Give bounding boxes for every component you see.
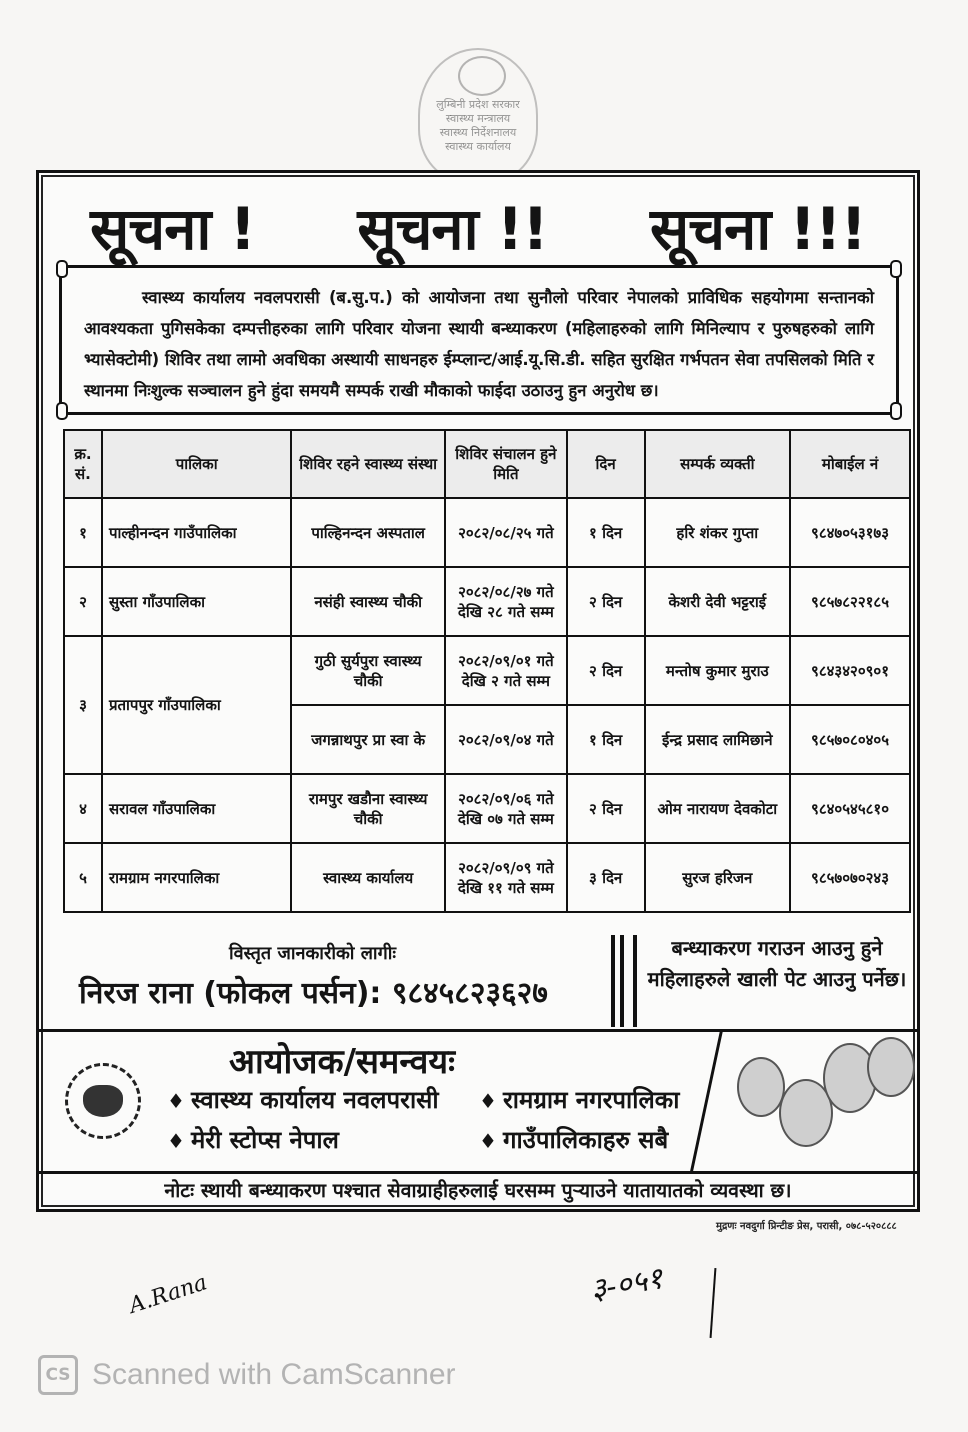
organizer-item (479, 1083, 679, 1116)
camscanner-watermark (38, 1355, 456, 1395)
stamp-emblem-icon (458, 56, 506, 96)
corner-ornament (890, 402, 902, 420)
cell-mobile: ९८४३४२०९०१ (790, 636, 910, 705)
cell-palika: रामग्राम नगरपालिका (102, 843, 291, 912)
cell-institution: गुठी सुर्यपुरा स्वास्थ्य चौकी (291, 636, 445, 705)
cell-mobile: ९८५७८२२१८५ (790, 567, 910, 636)
office-stamp (418, 48, 538, 183)
cell-contact: केशरी देवी भट्टराई (645, 567, 791, 636)
signature-right: ३-०५१ (587, 1260, 666, 1309)
cell-mobile: ९८५७०७०२४३ (790, 843, 910, 912)
cell-contact: हरि शंकर गुप्ता (645, 498, 791, 567)
corner-ornament (56, 402, 68, 420)
header-sn: क्र. सं. (64, 430, 102, 498)
camp-schedule-table (63, 429, 911, 913)
diagonal-divider (690, 1031, 723, 1171)
corner-ornament (56, 260, 68, 278)
organizer-name: मेरी स्टोप्स नेपाल (190, 1126, 339, 1154)
cell-days: १ दिन (567, 705, 645, 774)
cell-contact: सुरज हरिजन (645, 843, 791, 912)
contact-info-section (39, 925, 917, 1032)
signature-stroke (710, 1268, 717, 1338)
fasting-instruction: बन्ध्याकरण गराउन आउनु हुने महिलाहरुले खाली पेट आउनु पर्नेछ। (647, 936, 907, 991)
headline-word: सूचना ! (90, 195, 256, 263)
cell-days: १ दिन (567, 498, 645, 567)
header-mobile: मोबाईल नं (790, 430, 910, 498)
cell-palika: सरावल गाँउपालिका (102, 774, 291, 843)
headline-word: सूचना !!! (650, 195, 866, 263)
organizer-item (479, 1123, 668, 1156)
diamond-bullet-icon: ♦ (479, 1129, 497, 1153)
cell-institution: पाल्हिनन्दन अस्पताल (291, 498, 445, 567)
cell-sn: ४ (64, 774, 102, 843)
camscanner-logo-icon: CS (38, 1355, 78, 1395)
headline (39, 187, 917, 266)
watermark-text: Scanned with CamScanner (92, 1358, 456, 1391)
organizer-name: रामग्राम नगरपालिका (502, 1086, 680, 1114)
cell-palika: पाल्हीनन्दन गाउँपालिका (102, 498, 291, 567)
organizers-title: आयोजक/समन्वयः (229, 1042, 456, 1082)
organizer-item (167, 1083, 439, 1116)
table-row (64, 498, 910, 567)
stamp-line: स्वास्थ्य निर्देशनालय (439, 126, 517, 139)
cell-date: २०८२/०८/२७ गते देखि २८ गते सम्म (445, 567, 567, 636)
table-header-row (64, 430, 910, 498)
table-row (64, 567, 910, 636)
cell-date: २०८२/०९/०६ गते देखि ०७ गते सम्म (445, 774, 567, 843)
table-row (64, 843, 910, 912)
table-row (64, 774, 910, 843)
diamond-bullet-icon: ♦ (167, 1129, 185, 1153)
cell-contact: मन्तोष कुमार मुराउ (645, 636, 791, 705)
stamp-line: स्वास्थ्य कार्यालय (445, 140, 511, 153)
nepal-government-emblem-icon (65, 1063, 141, 1139)
intro-box (59, 265, 899, 415)
cell-days: ३ दिन (567, 843, 645, 912)
cell-date: २०८२/०९/०४ गते (445, 705, 567, 774)
cell-sn: ३ (64, 636, 102, 774)
cell-sn: १ (64, 498, 102, 567)
cell-mobile: ९८४०५४५८१० (790, 774, 910, 843)
header-days: दिन (567, 430, 645, 498)
header-palika: पालिका (102, 430, 291, 498)
cell-institution: रामपुर खडौना स्वास्थ्य चौकी (291, 774, 445, 843)
organizer-item (167, 1123, 339, 1156)
organizer-name: स्वास्थ्य कार्यालय नवलपरासी (190, 1086, 439, 1114)
cell-institution: स्वास्थ्य कार्यालय (291, 843, 445, 912)
cell-date: २०८२/०९/०९ गते देखि ११ गते सम्म (445, 843, 567, 912)
separator-bars (611, 935, 637, 1027)
stamp-line: स्वास्थ्य मन्त्रालय (445, 112, 511, 125)
header-contact: सम्पर्क व्यक्ती (645, 430, 791, 498)
organizers-section (39, 1031, 917, 1174)
cell-palika: सुस्ता गाँउपालिका (102, 567, 291, 636)
headline-word: सूचना !! (357, 195, 548, 263)
stamp-line: लुम्बिनी प्रदेश सरकार (436, 98, 520, 111)
cell-mobile: ९८४७०५३१७३ (790, 498, 910, 567)
signature-left: A.Rana (126, 1270, 211, 1319)
cell-days: २ दिन (567, 636, 645, 705)
cell-contact: ओम नारायण देवकोटा (645, 774, 791, 843)
cell-contact: ईन्द्र प्रसाद लामिछाने (645, 705, 791, 774)
table-row (64, 636, 910, 705)
intro-paragraph: स्वास्थ्य कार्यालय नवलपरासी (ब.सु.प.) को आयोजना तथा सुनौलो परिवार नेपालको प्राविधिक सहयोगमा सन्तानको आवश्यकता पुगिसकेका दम्पत्तीहरुका लागि परिवार योजना स्थायी बन्ध्याकरण (महिलाहरुको लागि मिनिल्याप र पुरुषहरुको लागि भ्यासेक्टोमी) शिविर तथा लामो अवधिका अस्थायी साधनहरु ईम्प्लान्ट/आई.यू.सि.डी. सहित सुरक्षित गर्भपतन सेवा तपसिलको मिति र स्थानमा निःशुल्क सञ्चालन हुने हुंदा समयमै सम्पर्क राखी मौकाको फाईदा उठाउनु हुन अनुरोध छ। (84, 288, 874, 400)
family-photo-icon (719, 1035, 915, 1165)
diamond-bullet-icon: ♦ (479, 1089, 497, 1113)
cell-date: २०८२/०८/२५ गते (445, 498, 567, 567)
cell-days: २ दिन (567, 567, 645, 636)
diamond-bullet-icon: ♦ (167, 1089, 185, 1113)
organizer-name: गाउँपालिकाहरु सबै (502, 1126, 669, 1154)
transport-note: नोटः स्थायी बन्ध्याकरण पश्चात सेवाग्राहीहरुलाई घरसम्म पुर्‍याउने यातायातको व्यवस्था छ। (164, 1179, 792, 1202)
cell-days: २ दिन (567, 774, 645, 843)
cell-institution: नसंही स्वास्थ्य चौकी (291, 567, 445, 636)
more-info-label: विस्तृत जानकारीको लागीः (229, 943, 397, 964)
cell-date: २०८२/०९/०१ गते देखि २ गते सम्म (445, 636, 567, 705)
corner-ornament (890, 260, 902, 278)
cell-sn: ५ (64, 843, 102, 912)
cell-mobile: ९८५७०८०४०५ (790, 705, 910, 774)
header-date: शिविर संचालन हुने मिति (445, 430, 567, 498)
focal-person-contact: निरज राना (फोकल पर्सन): ९८४५८२३६२७ (79, 976, 548, 1011)
header-institution: शिविर रहने स्वास्थ्य संस्था (291, 430, 445, 498)
notice-frame (36, 170, 920, 1212)
cell-palika: प्रतापपुर गाँउपालिका (102, 636, 291, 774)
printer-credit: मुद्रणः नवदुर्गा प्रिन्टीङ प्रेस, परासी, ०७८-५२०८८८ (716, 1221, 897, 1232)
cell-institution: जगन्नाथपुर प्रा स्वा के (291, 705, 445, 774)
cell-sn: २ (64, 567, 102, 636)
